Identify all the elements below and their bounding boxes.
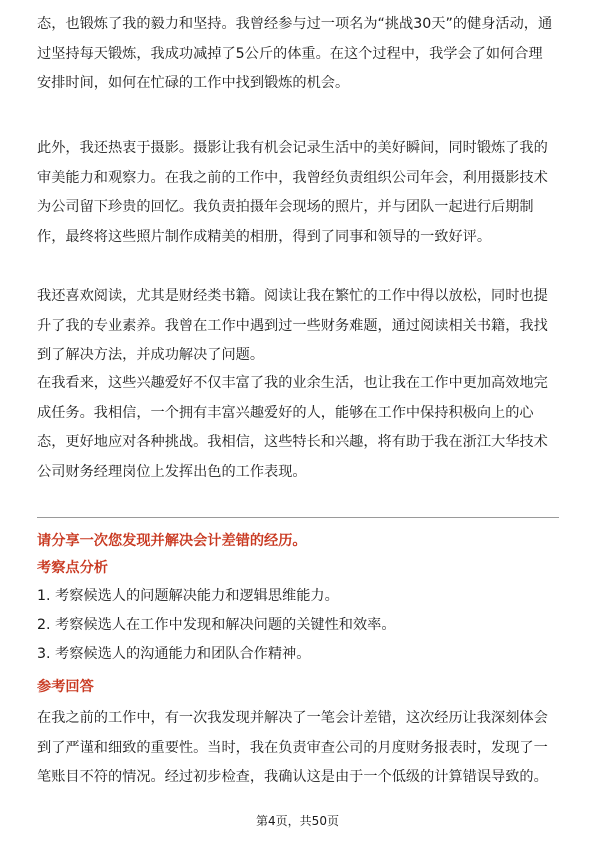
paragraph-photography [37,134,559,252]
paragraph-line: 在我看来，这些兴趣爱好不仅丰富了我的业余生活，也让我在工作中更加高效地完 [37,375,548,391]
paragraph-line: 升了我的专业素养。我曾在工作中遇到过一些财务难题，通过阅读相关书籍，我找 [37,317,548,334]
paragraph-line: 到了解决方法，并成功解决了问题。 [37,347,265,363]
paragraph-line: 到了严谨和细致的重要性。当时，我在负责审查公司的月度财务报表时，发现了一 [37,739,548,756]
paragraph-line: 成任务。我相信，一个拥有丰富兴趣爱好的人，能够在工作中保持积极向上的心 [37,404,534,421]
analysis-item: 2. 考察候选人在工作中发现和解决问题的关键性和效率。 [37,617,396,633]
paragraph-line: 在我之前的工作中，有一次我发现并解决了一笔会计差错，这次经历让我深刻体会 [37,710,548,726]
page-number-footer: 第4页，共50页 [256,814,339,828]
paragraph-reading [37,282,559,371]
paragraph-line: 态，也锻炼了我的毅力和坚持。我曾经参与过一项名为“挑战30天”的健身活动，通 [37,16,553,32]
paragraph-line: 笔账目不符的情况。经过初步检查，我确认这是由于一个低级的计算错误导致的。 [37,769,548,785]
paragraph-line: 此外，我还热衷于摄影。摄影让我有机会记录生活中的美好瞬间，同时锻炼了我的 [37,140,548,156]
paragraph-line: 安排时间，如何在忙碌的工作中找到锻炼的机会。 [37,75,350,91]
paragraph-line: 审美能力和观察力。在我之前的工作中，我曾经负责组织公司年会，利用摄影技术 [37,169,548,186]
paragraph-conclusion [37,369,559,487]
paragraph-line: 公司财务经理岗位上发挥出色的工作表现。 [37,463,307,480]
paragraph-fitness [37,10,559,99]
answer-heading: 参考回答 [37,679,94,695]
paragraph-line: 为公司留下珍贵的回忆。我负责拍摄年会现场的照片，并与团队一起进行后期制 [37,199,534,215]
analysis-heading: 考察点分析 [37,560,108,576]
answer-paragraph [37,704,559,793]
section-divider [37,517,559,518]
paragraph-line: 态，更好地应对各种挑战。我相信，这些特长和兴趣，将有助于我在浙江大华技术 [37,434,548,450]
paragraph-line: 作，最终将这些照片制作成精美的相册，得到了同事和领导的一致好评。 [37,228,492,245]
paragraph-line: 过坚持每天锻炼，我成功减掉了5公斤的体重。在这个过程中，我学会了如何合理 [37,45,543,62]
analysis-item: 3. 考察候选人的沟通能力和团队合作精神。 [37,646,311,662]
question-heading: 请分享一次您发现并解决会计差错的经历。 [37,533,307,549]
paragraph-line: 我还喜欢阅读，尤其是财经类书籍。阅读让我在繁忙的工作中得以放松，同时也提 [37,288,548,304]
analysis-item: 1. 考察候选人的问题解决能力和逻辑思维能力。 [37,588,339,604]
